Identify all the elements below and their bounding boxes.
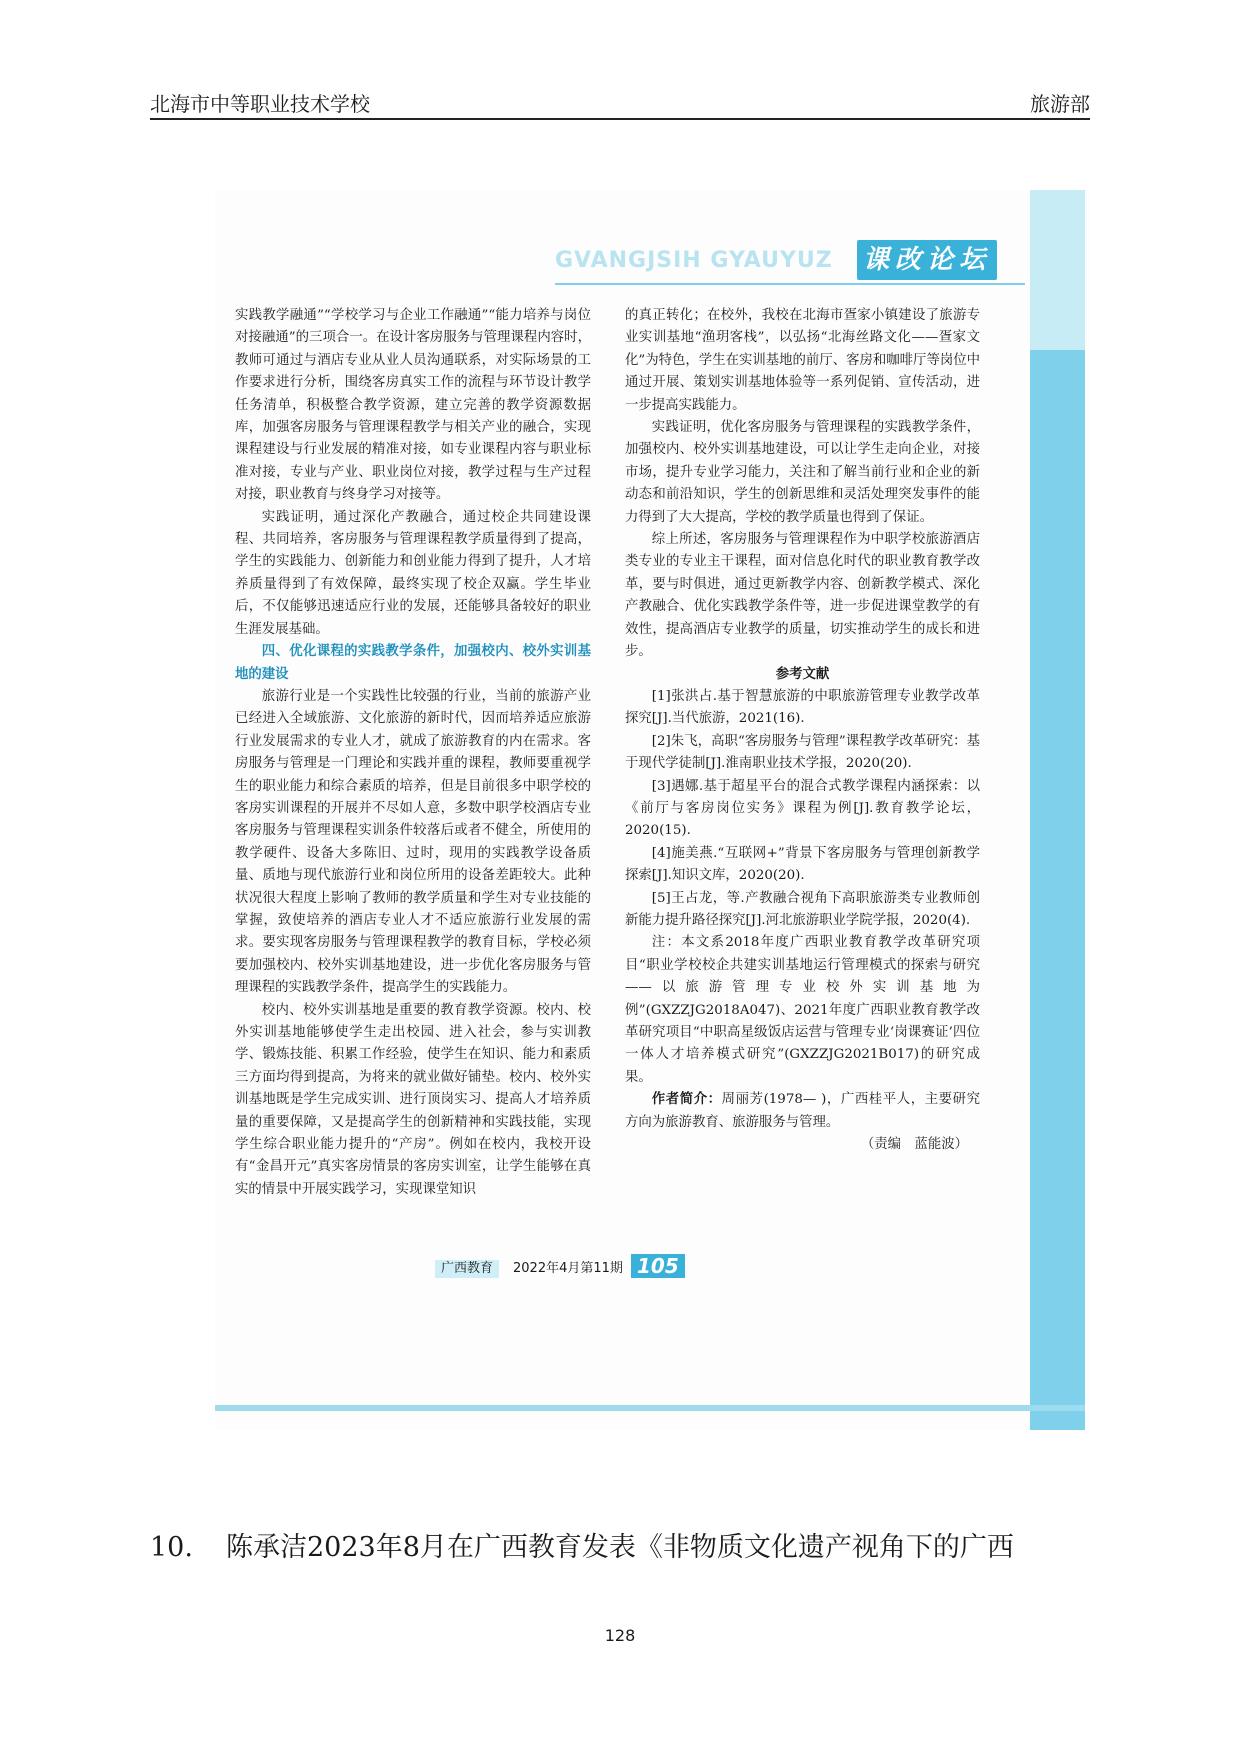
header-school: 北海市中等职业技术学校 (150, 92, 370, 116)
side-color-bar (1030, 190, 1085, 1430)
reference-item: [5]王占龙，等.产教融合视角下高职旅游类专业教师创新能力提升路径探究[J].河北旅游职业学院学报，2020(4). (625, 890, 980, 928)
banner-latin: GVANGJSIH GYAUYUZ (555, 248, 833, 273)
funding-note: 注：本文系2018年度广西职业教育教学改革研究项目“职业学校校企共建实训基地运行管理模式的探索与研究——以旅游管理专业校外实训基地为例”(GXZZJG2018A047)、2021年度广西职业教育教学改革研究项目“中职高星级饭店运营与管理专业‘岗课赛证’四位一体人才培养模式研究”(GXZZJG2021B017)的研究成果。 (625, 935, 980, 1085)
references-heading: 参考文献 (775, 666, 830, 682)
left-paragraph-4: 校内、校外实训基地是重要的教育教学资源。校内、校外实训基地能够使学生走出校园、进入社会，参与实训教学、锻炼技能、积累工作经验，使学生在知识、能力和素质三方面均得到提高，为将来的就业做好铺垫。校内、校外实训基地既是学生完成实训、进行顶岗实习、提高人才培养质量的重要保障，又是提高学生的创新精神和实践技能，实现学生综合职业能力提升的“产房”。例如在校内，我校开设有“金昌开元”真实客房情景的客房实训室，让学生能够在真实的情景中开展实践学习，实现课堂知识 (235, 1002, 591, 1197)
footer-journal: 广西教育 (435, 1260, 499, 1278)
right-paragraph-3: 综上所述，客房服务与管理课程作为中职学校旅游酒店类专业的专业主干课程，面对信息化时代的职业教育教学改革，要与时俱进，通过更新教学内容、创新教学模式、深化产教融合、优化实践教学条件等，进一步促进课堂教学的有效性，提高酒店专业教学的质量，切实推动学生的成长和进步。 (625, 532, 980, 660)
journal-footer (435, 1254, 895, 1280)
left-paragraph-2: 实践证明，通过深化产教融合，通过校企共同建设课程、共同培养，客房服务与管理课程教学质量得到了提高，学生的实践能力、创新能力和创业能力得到了提升，人才培养质量得到了有效保障，最终实现了校企双赢。学生毕业后，不仅能够迅速适应行业的发展，还能够具备较好的职业生涯发展基础。 (235, 509, 591, 637)
section-heading: 四、优化课程的实践教学条件，加强校内、校外实训基地的建设 (235, 644, 591, 682)
page-header (150, 86, 1090, 120)
editor-credit: （责编 蓝能波） (860, 1137, 968, 1153)
left-column (235, 305, 591, 1201)
header-department: 旅游部 (1030, 92, 1090, 116)
list-item-text: 陈承洁2023年8月在广西教育发表《非物质文化遗产视角下的广西 (226, 1532, 1014, 1563)
right-column (625, 305, 980, 1156)
reference-item: [1]张洪占.基于智慧旅游的中职旅游管理专业教学改革探究[J].当代旅游，2021(16). (625, 688, 980, 727)
column-banner (555, 240, 1025, 284)
right-paragraph-2: 实践证明，优化客房服务与管理课程的实践教学条件，加强校内、校外实训基地建设，可以让学生走向企业，对接市场，提升专业学习能力，关注和了解当前行业和企业的新动态和前沿知识，学生的创新思维和灵活处理突发事件的能力得到了大大提高，学校的教学质量也得到了保证。 (625, 420, 980, 525)
author-label: 作者简介： (651, 1092, 722, 1108)
footer-issue: 2022年4月第11期 (513, 1261, 623, 1276)
scanned-journal-page (215, 190, 1090, 1430)
banner-title: 课改论坛 (857, 240, 997, 280)
left-paragraph-1: 实践教学融通”“学校学习与企业工作融通”“能力培养与岗位对接融通”的三项合一。在设计客房服务与管理课程内容时，教师可通过与酒店专业从业人员沟通联系，对实际场景的工作要求进行分析，围绕客房真实工作的流程与环节设计教学任务清单，积极整合教学资源，建立完善的教学资源数据库，加强客房服务与管理课程教学与相关产业的融合，实现课程建设与行业发展的精准对接，如专业课程内容与职业标准对接，专业与产业、职业岗位对接，教学过程与生产过程对接，职业教育与终身学习对接等。 (235, 308, 591, 503)
bottom-color-bar (215, 1405, 1085, 1411)
list-item-10 (150, 1530, 1090, 1566)
list-item-number: 10. (150, 1532, 193, 1563)
banner-rule (555, 283, 1025, 285)
reference-item: [2]朱飞，高职“客房服务与管理”课程教学改革研究：基于现代学徒制[J].淮南职业技术学报，2020(20). (625, 733, 980, 772)
page-number: 128 (604, 1626, 636, 1645)
right-paragraph-1: 的真正转化；在校外，我校在北海市疍家小镇建设了旅游专业实训基地“渔玥客栈”，以弘扬“北海丝路文化——疍家文化”为特色，学生在实训基地的前厅、客房和咖啡厅等岗位中通过开展、策划实训基地体验等一系列促销、宣传活动，进一步提高实践能力。 (625, 308, 980, 413)
reference-item: [3]遇娜.基于超星平台的混合式教学课程内涵探索：以《前厅与客房岗位实务》课程为例[J].教育教学论坛，2020(15). (625, 778, 980, 839)
reference-item: [4]施美燕.“互联网+”背景下客房服务与管理创新教学探索[J].知识文库，2020(20). (625, 845, 980, 884)
footer-page-number: 105 (631, 1254, 685, 1278)
author-text: 周丽芳(1978— )，广西桂平人，主要研究方向为旅游教育、旅游服务与管理。 (625, 1092, 980, 1130)
side-color-bar-top (1030, 190, 1085, 350)
author-bio (625, 1089, 980, 1134)
left-paragraph-3: 旅游行业是一个实践性比较强的行业，当前的旅游产业已经进入全域旅游、文化旅游的新时代，因而培养适应旅游行业发展需求的专业人才，就成了旅游教育的内在需求。客房服务与管理是一门理论和实践并重的课程，教师要重视学生的职业能力和综合素质的培养，但是目前很多中职学校的客房实训课程的开展并不尽如人意，多数中职学校酒店专业客房服务与管理课程实训条件较落后或者不健全，所使用的教学硬件、设备大多陈旧、过时，现用的实践教学设备质量、质地与现代旅游行业和岗位所用的设备差距较大。此种状况很大程度上影响了教师的教学质量和学生对专业技能的掌握，致使培养的酒店专业人才不适应旅游行业发展的需求。要实现客房服务与管理课程教学的教育目标，学校必须要加强校内、校外实训基地建设，进一步优化客房服务与管理课程的实践教学条件，提高学生的实践能力。 (235, 688, 591, 996)
